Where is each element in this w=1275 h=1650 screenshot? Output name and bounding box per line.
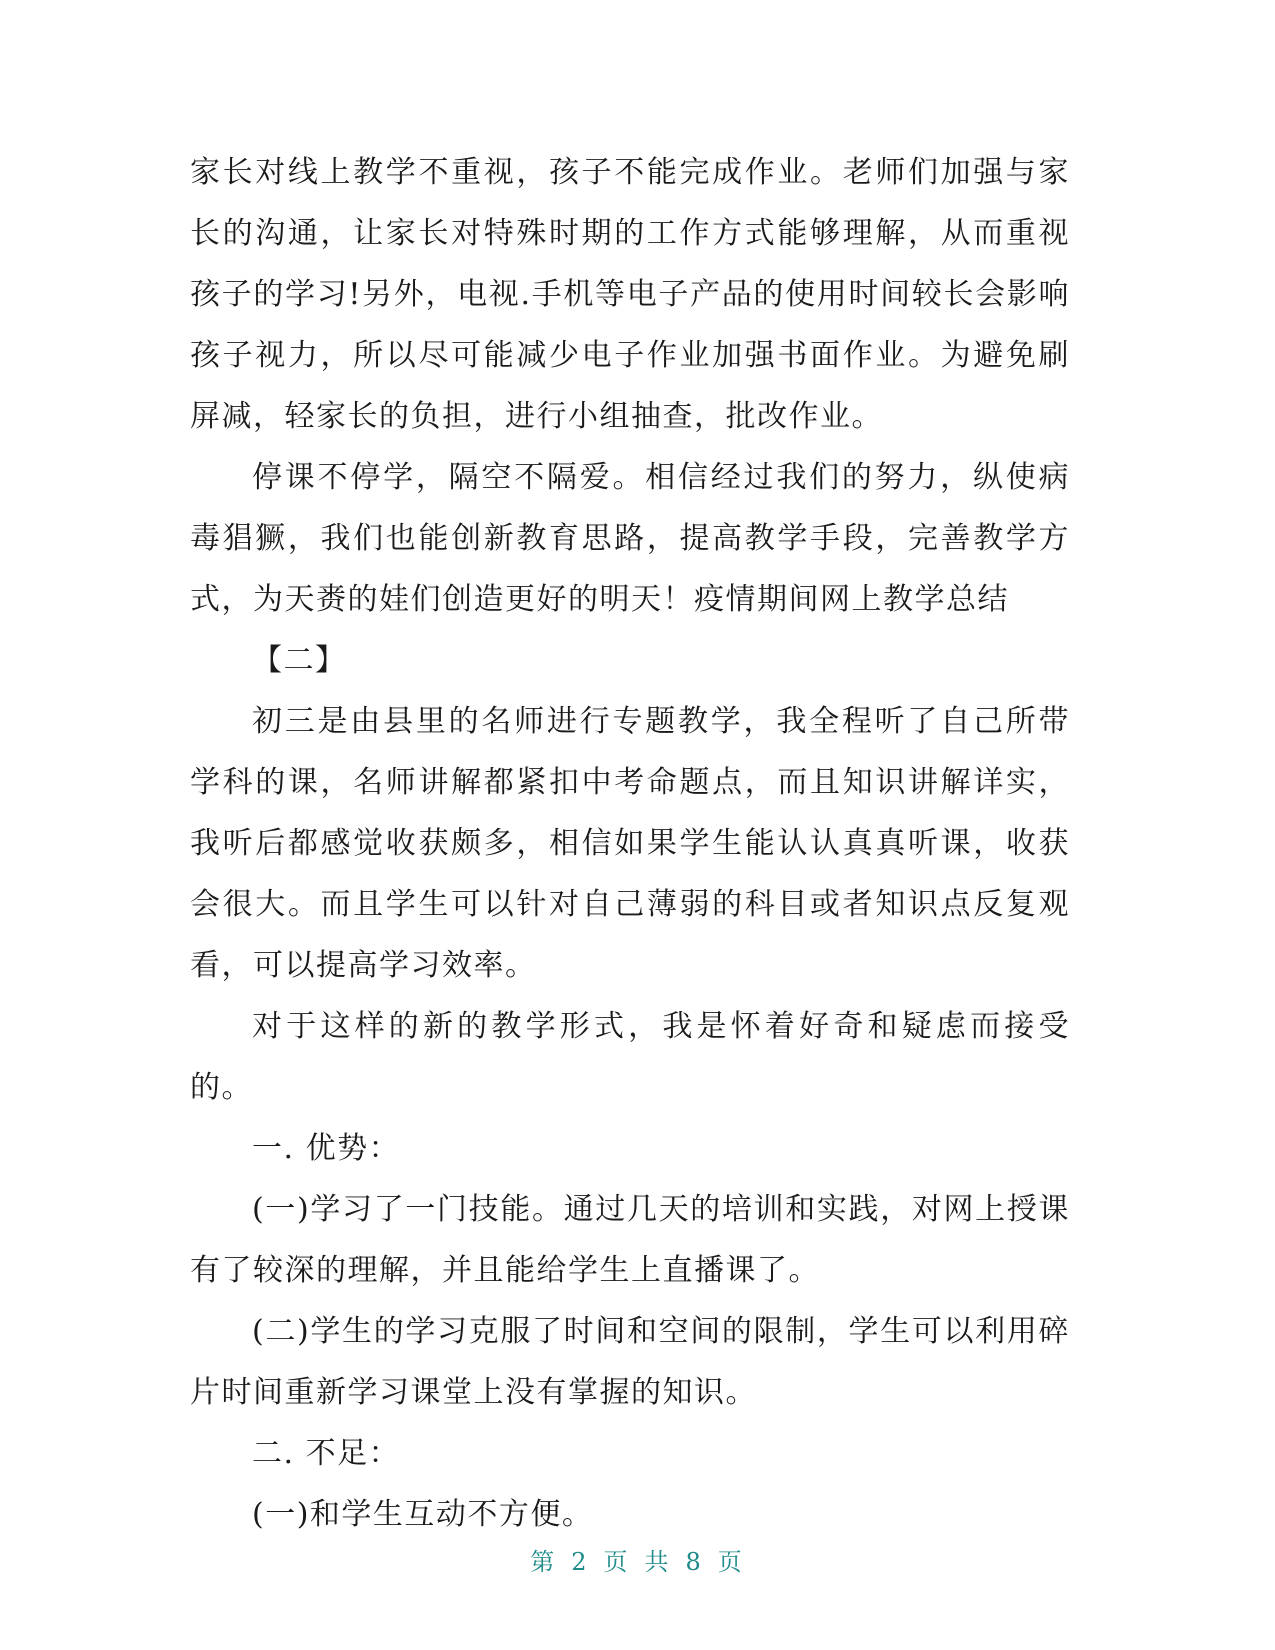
footer-page-number: 2	[571, 1548, 590, 1576]
heading-advantages: 一. 优势：	[252, 1131, 401, 1166]
paragraph-new-teaching-form: 对于这样的新的教学形式，我是怀着好奇和疑虑而接受的。	[190, 1009, 1070, 1105]
footer-page-unit: 页	[603, 1548, 631, 1576]
paragraph-grade-nine: 初三是由县里的名师进行专题教学，我全程听了自己所带学科的课，名师讲解都紧扣中考命题点，而且知识讲解详实，我听后都感觉收获颇多，相信如果学生能认认真真听课，收获会很大。而且学生可以针对自己薄弱的科目或者知识点反复观看，可以提高学习效率。	[190, 704, 1070, 983]
advantage-item-2: (二)学生的学习克服了时间和空间的限制，学生可以利用碎片时间重新学习课堂上没有掌握的知识。	[190, 1314, 1070, 1410]
shortcoming-item-1: (一)和学生互动不方便。	[252, 1497, 594, 1532]
footer-page-word: 第	[530, 1548, 558, 1576]
footer-total-unit: 页	[717, 1548, 745, 1576]
heading-shortcomings: 二. 不足：	[252, 1436, 401, 1471]
footer-total-pages: 8	[685, 1548, 704, 1576]
footer-total-word: 共	[644, 1548, 672, 1576]
page-number-footer	[0, 1542, 1275, 1577]
advantage-item-1: (一)学习了一门技能。通过几天的培训和实践，对网上授课有了较深的理解，并且能给学生上直播课了。	[190, 1192, 1070, 1288]
section-heading-two: 【二】	[252, 643, 347, 678]
paragraph-parent-communication: 家长对线上教学不重视，孩子不能完成作业。老师们加强与家长的沟通，让家长对特殊时期的工作方式能够理解，从而重视孩子的学习!另外，电视.手机等电子产品的使用时间较长会影响孩子视力，所以尽可能减少电子作业加强书面作业。为避免刷屏减，轻家长的负担，进行小组抽查，批改作业。	[190, 155, 1070, 434]
document-body	[190, 142, 1070, 1545]
paragraph-closing-remarks: 停课不停学，隔空不隔爱。相信经过我们的努力，纵使病毒猖獗，我们也能创新教育思路，提高教学手段，完善教学方式，为天赉的娃们创造更好的明天！疫情期间网上教学总结	[190, 460, 1070, 617]
